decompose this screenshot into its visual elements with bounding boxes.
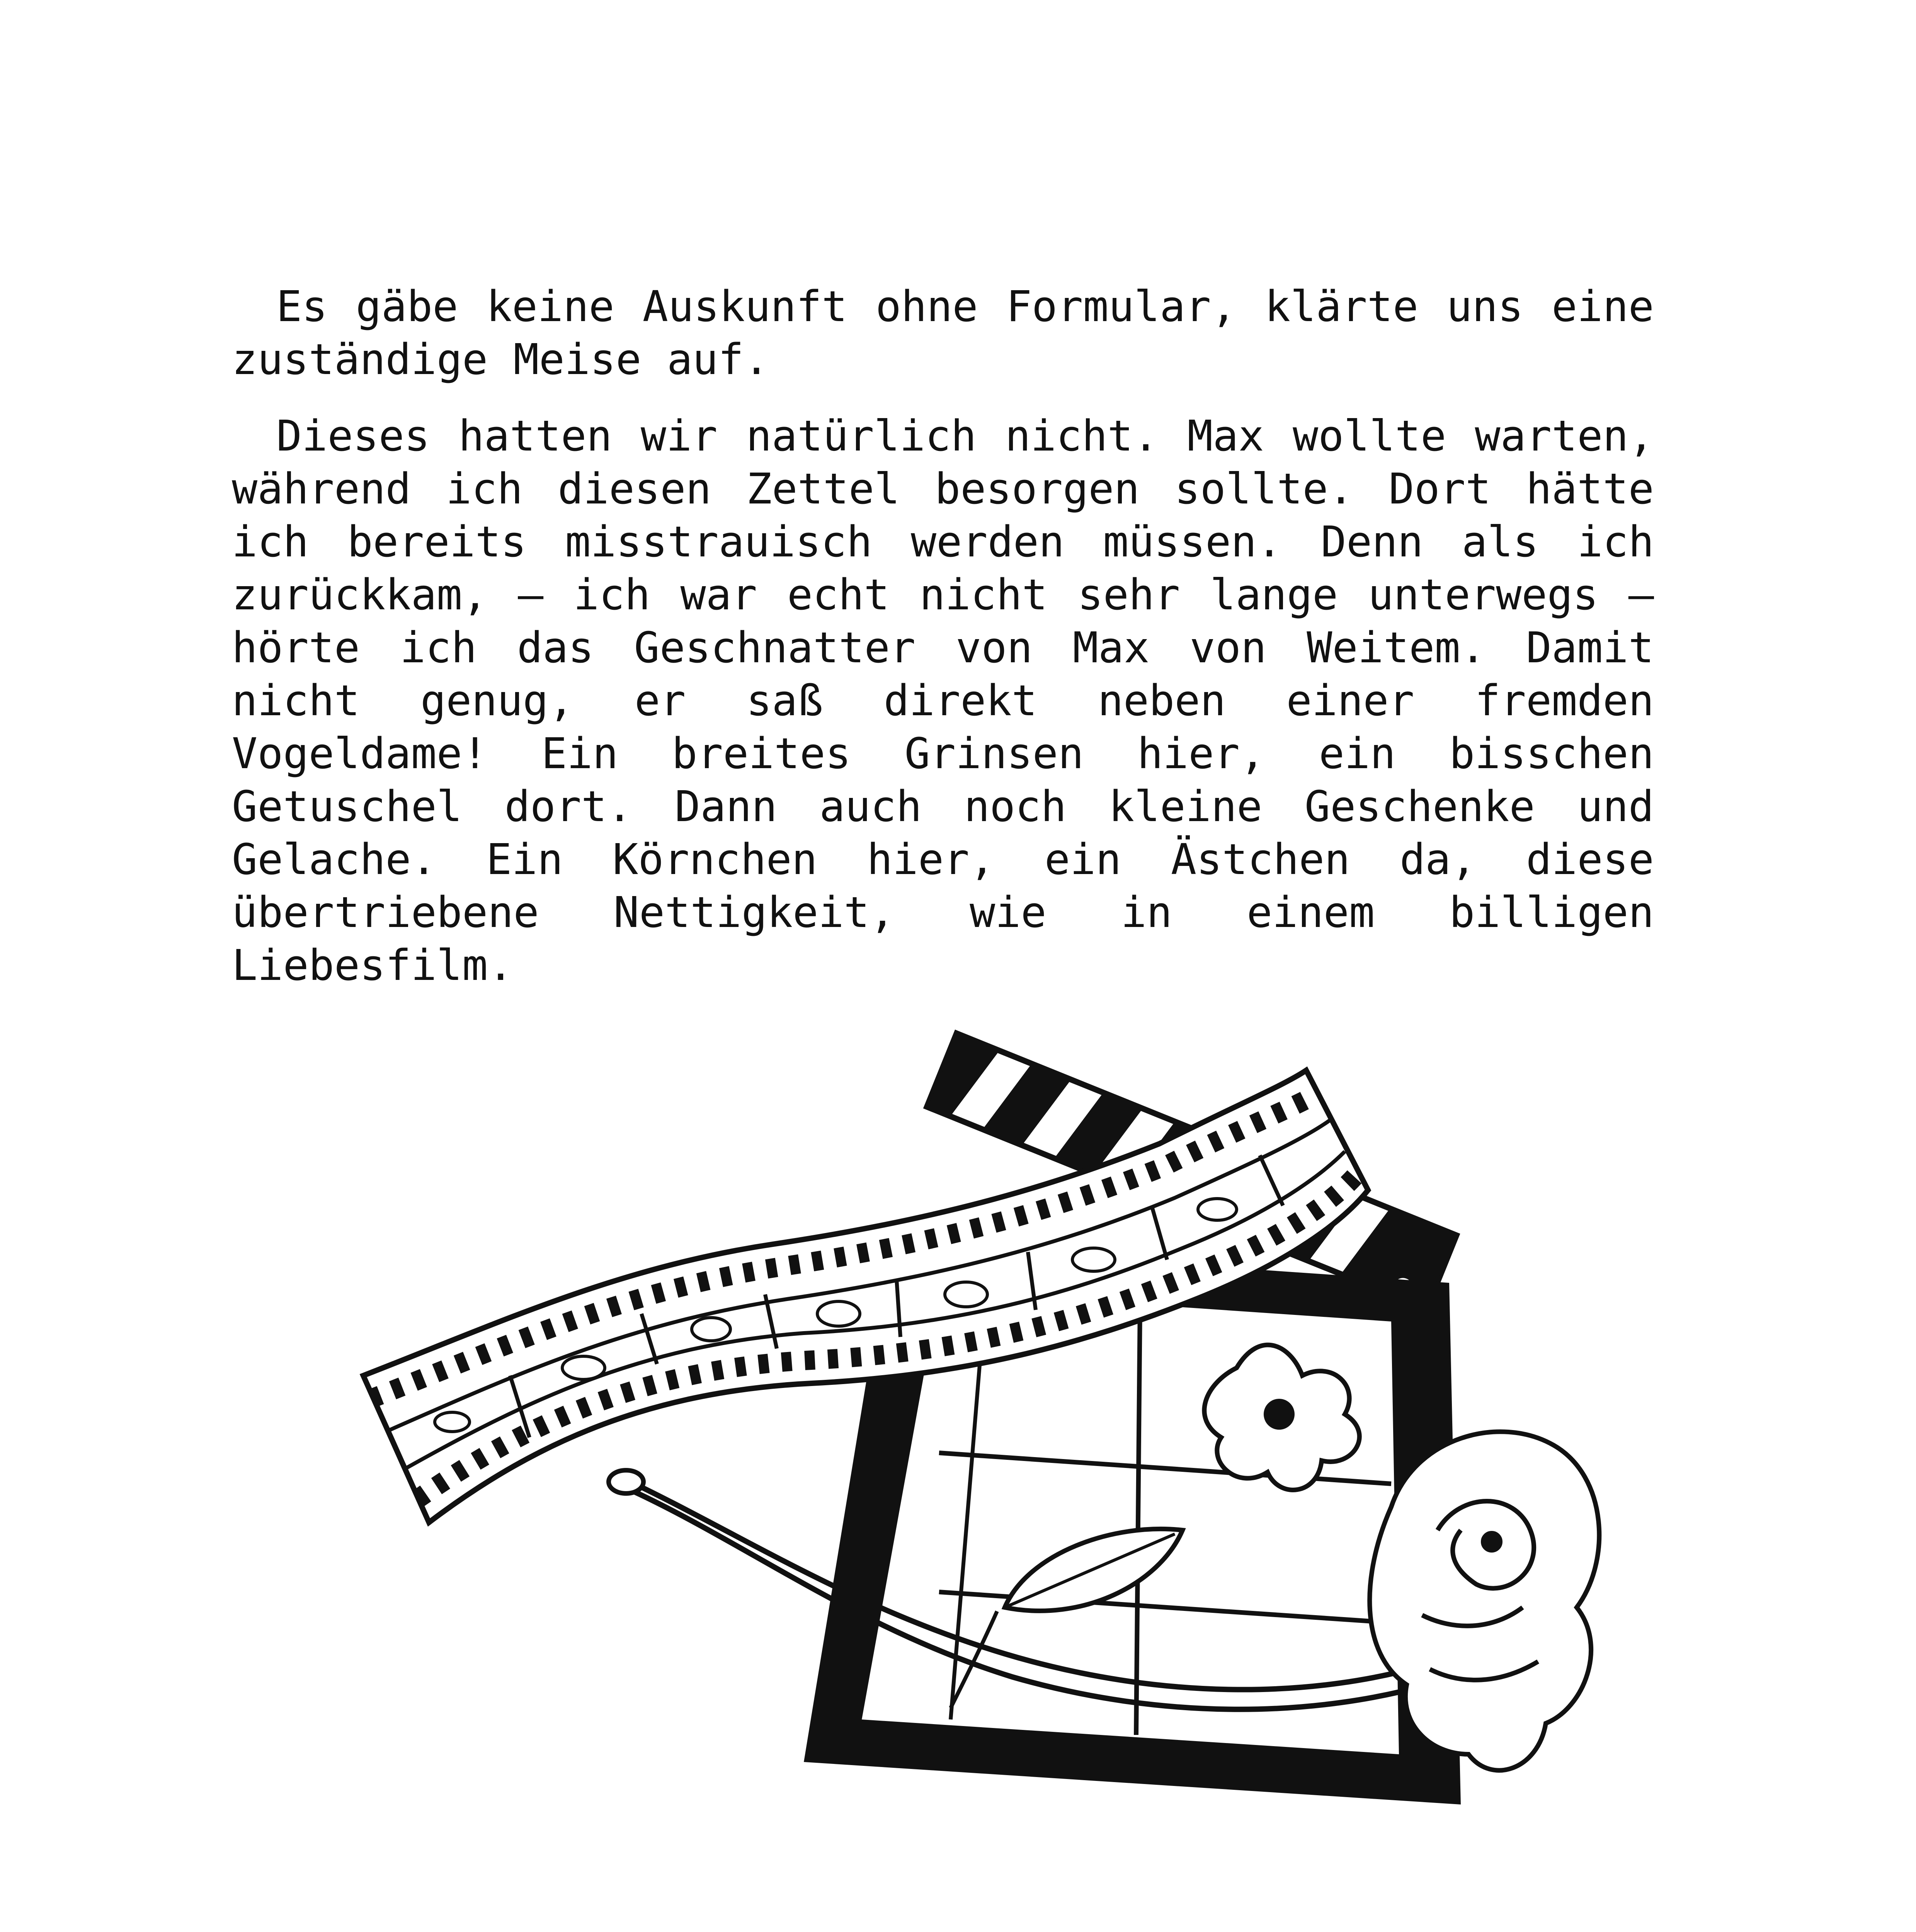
paragraph-2: Dieses hatten wir natürlich nicht. Max wollte warten, während ich diesen Zettel besorgen sollte. Dort hätte ich bereits misstrauisch werden müssen. Denn als ich zurückkam, – ich war echt nicht sehr lange unterwegs – hörte ich das Geschnatter von Max von Weitem. Damit nicht genug, er saß direkt neben einer fremden Vogeldame! Ein breites Grinsen hier, ein bisschen Getuschel dort. Dann auch noch kleine Geschenke und Gelache. Ein Körnchen hier, ein Ästchen da, diese übertriebene Nettigkeit, wie in einem billigen Liebesfilm. <box>232 411 1654 990</box>
clapperboard-filmstrip-illustration <box>348 1028 1623 1839</box>
paragraph-1: Es gäbe keine Auskunft ohne Formular, klärte uns eine zuständige Meise auf. <box>232 282 1654 384</box>
